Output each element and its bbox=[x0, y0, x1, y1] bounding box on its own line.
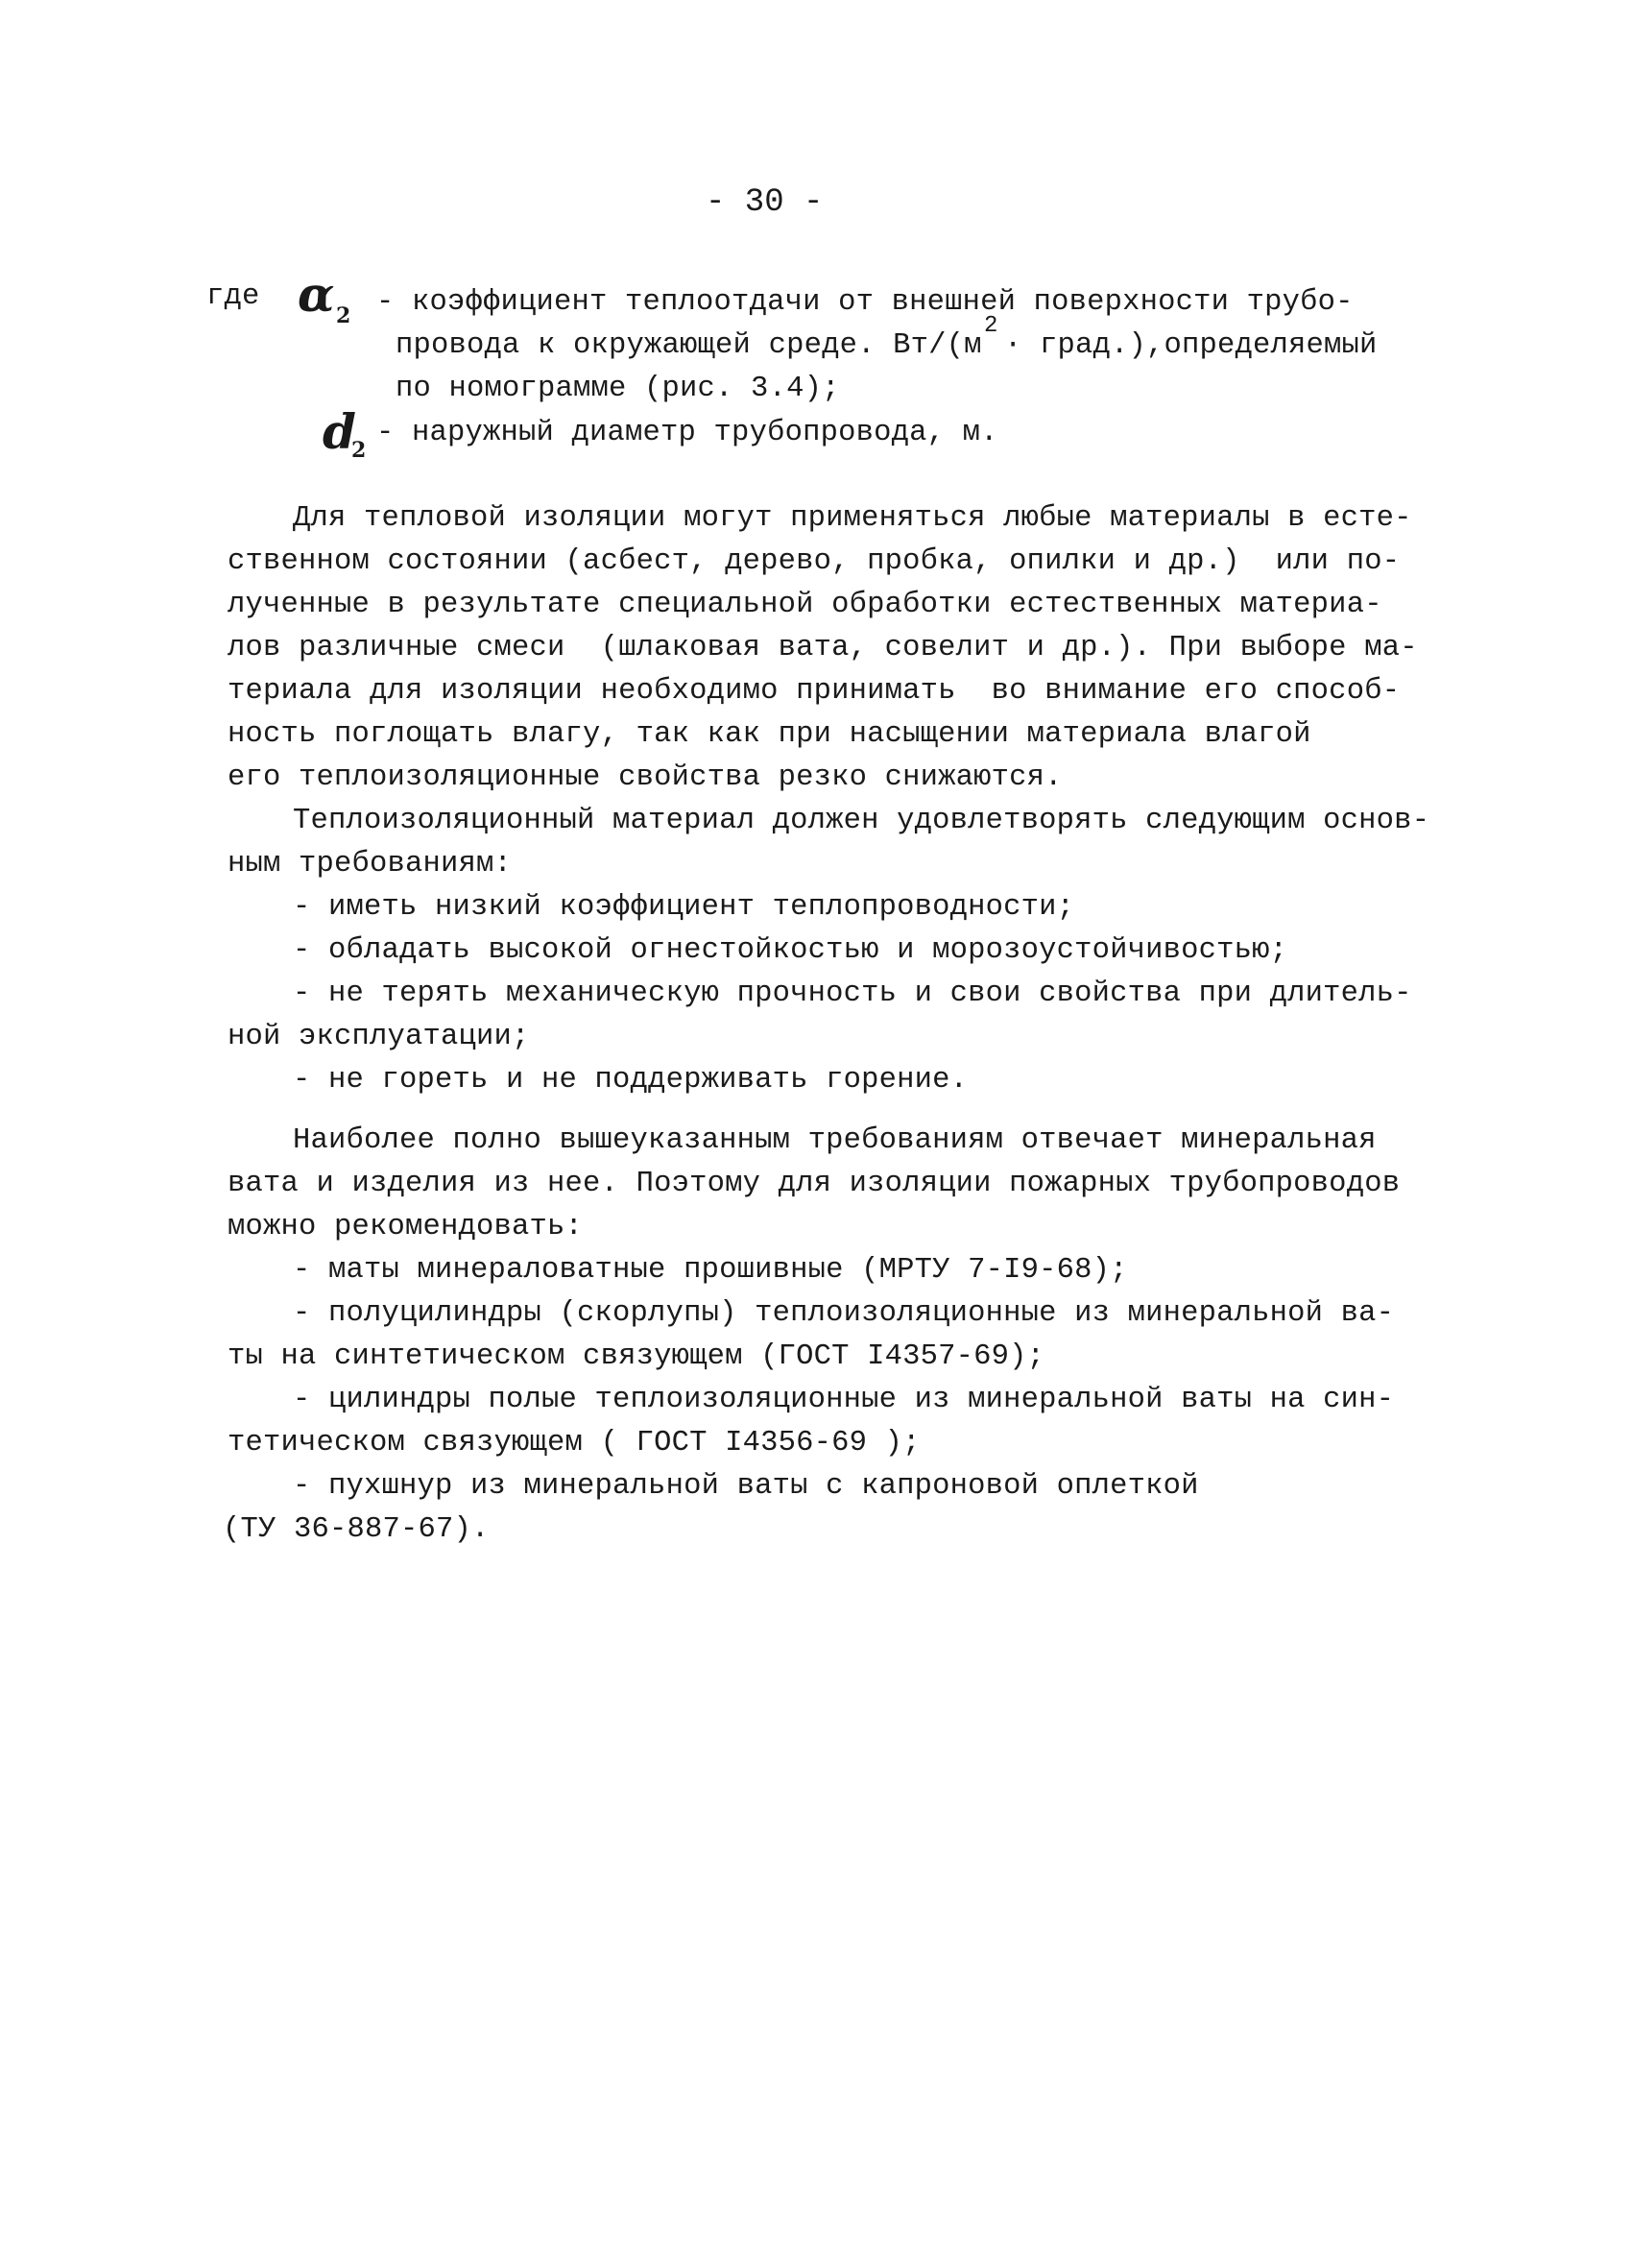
where-label: где bbox=[206, 280, 260, 313]
p1-line-7: его теплоизоляционные свойства резко снижаются. bbox=[228, 761, 1063, 794]
p1-line-5: териала для изоляции необходимо принимать во внимание его способ- bbox=[228, 675, 1401, 708]
p3-line-5: - полуцилиндры (скорлупы) теплоизоляционные из минеральной ва- bbox=[293, 1297, 1395, 1330]
p3-line-10: (ТУ 36-887-67). bbox=[223, 1513, 490, 1546]
p3-line-3: можно рекомендовать: bbox=[228, 1211, 584, 1243]
unit-superscript: 2 bbox=[984, 313, 998, 339]
p2-line-7: - не гореть и не поддерживать горение. bbox=[293, 1064, 969, 1097]
d-symbol: d bbox=[323, 403, 356, 460]
p1-line-4: лов различные смеси (шлаковая вата, совелит и др.). При выборе ма- bbox=[228, 632, 1418, 664]
alpha-definition-line-3: по номограмме (рис. 3.4); bbox=[396, 373, 840, 405]
d-definition-line: - наружный диаметр трубопровода, м. bbox=[376, 417, 998, 449]
p1-line-6: ность поглощать влагу, так как при насыщении материала влагой bbox=[228, 718, 1311, 751]
p1-line-3: лученные в результате специальной обработки естественных материа- bbox=[228, 589, 1382, 621]
page-number: - 30 - bbox=[706, 184, 824, 221]
p3-line-9: - пухшнур из минеральной ваты с капроновой оплеткой bbox=[293, 1470, 1199, 1503]
p3-line-1: Наиболее полно вышеуказанным требованиям отвечает минеральная bbox=[293, 1124, 1377, 1157]
p2-line-4: - обладать высокой огнестойкостью и морозоустойчивостью; bbox=[293, 934, 1288, 967]
p2-line-3: - иметь низкий коэффициент теплопроводности; bbox=[293, 891, 1075, 924]
p3-line-7: - цилиндры полые теплоизоляционные из минеральной ваты на син- bbox=[293, 1384, 1395, 1416]
p3-line-6: ты на синтетическом связующем (ГОСТ I4357-69); bbox=[228, 1340, 1045, 1373]
alpha-subscript: 2 bbox=[336, 303, 351, 328]
p3-line-8: тетическом связующем ( ГОСТ I4356-69 ); bbox=[228, 1427, 921, 1460]
p2-line-2: ным требованиям: bbox=[228, 848, 513, 881]
d-subscript: 2 bbox=[351, 438, 367, 463]
p3-line-2: вата и изделия из нее. Поэтому для изоляции пожарных трубопроводов bbox=[228, 1168, 1401, 1200]
p1-line-1: Для тепловой изоляции могут применяться любые материалы в есте- bbox=[293, 502, 1412, 535]
p3-line-4: - маты минераловатные прошивные (МРТУ 7-I9-68); bbox=[293, 1254, 1128, 1287]
p2-line-5: - не терять механическую прочность и свои свойства при длитель- bbox=[293, 977, 1412, 1010]
alpha-definition-line-2a: провода к окружающей среде. Вт/(м bbox=[396, 329, 982, 362]
alpha-definition-line-2b: · град.),определяемый bbox=[1004, 329, 1378, 362]
p1-line-2: ственном состоянии (асбест, дерево, пробка, опилки и др.) или по- bbox=[228, 545, 1401, 578]
p2-line-1: Теплоизоляционный материал должен удовлетворять следующим основ- bbox=[293, 805, 1430, 837]
alpha-definition-line-1: - коэффициент теплоотдачи от внешней поверхности трубо- bbox=[376, 286, 1354, 319]
p2-line-6: ной эксплуатации; bbox=[228, 1021, 530, 1053]
alpha-symbol: α bbox=[298, 266, 335, 323]
